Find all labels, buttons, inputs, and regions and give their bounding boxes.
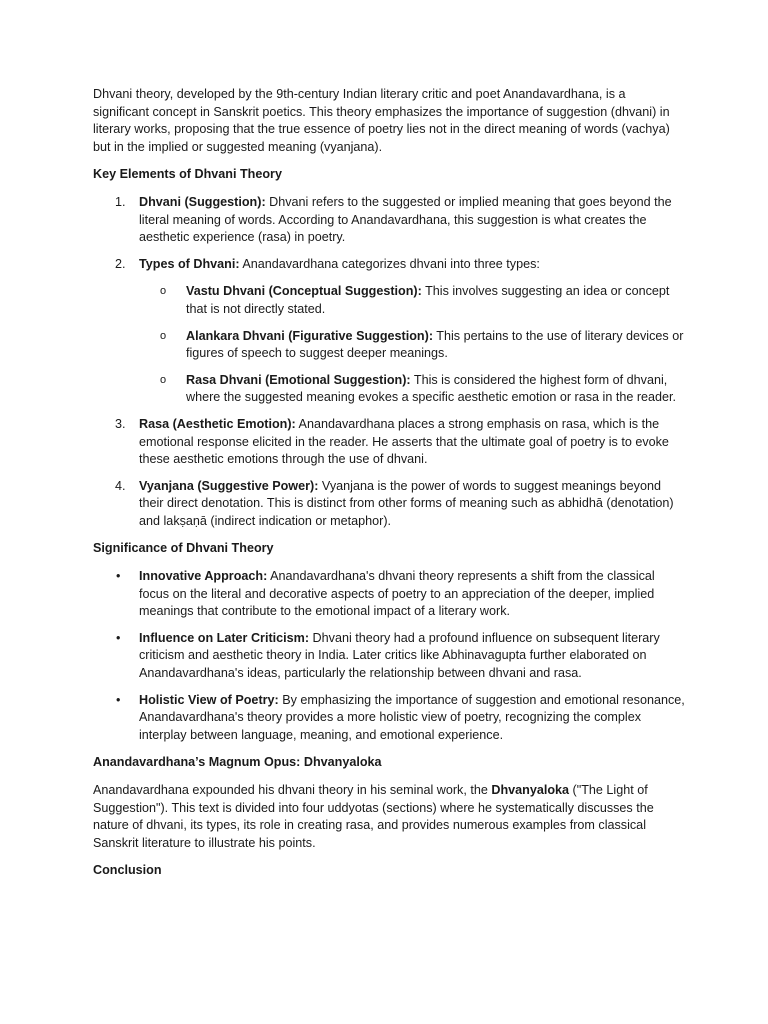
list-item (93, 692, 685, 745)
term: Dhvani (Suggestion): (139, 194, 266, 209)
paragraph-text: Anandavardhana expounded his dhvani theory in his seminal work, the (93, 783, 492, 797)
significance-list (93, 568, 685, 744)
term: Vastu Dhvani (Conceptual Suggestion): (186, 284, 422, 299)
list-item (93, 194, 685, 247)
bullet-icon: • (116, 630, 121, 645)
item-text: Dhvani refers to the suggested or implied meaning that goes beyond the literal meaning of words. According to Anandavardhana, this suggestion is what creates the aesthetic experience (rasa) in poetry. (139, 194, 672, 245)
bullet-icon: • (116, 692, 121, 707)
list-number: 3. (115, 416, 126, 431)
item-text: Anandavardhana's dhvani theory represents a shift from the classical focus on the literal and decorative aspects of poetry to an appreciation of the deeper, implied meanings that contribute to the emotional impact of a literary work. (139, 569, 655, 619)
paragraph-text: ("The Light of Suggestion"). This text is divided into four uddyotas (sections) where he systematically discusses the nature of dhvani, its types, its role in creating rasa, and provides numerous examples from classical Sanskrit literature to illustrate his points. (93, 783, 654, 850)
list-item (93, 256, 685, 407)
conclusion-heading: Conclusion (93, 863, 162, 878)
list-item (139, 283, 685, 318)
item-text: Anandavardhana places a strong emphasis on rasa, which is the emotional response elicited in the reader. He asserts that the ultimate goal of poetry is to evoke these aesthetic emotions through the use of dhvani. (139, 416, 669, 467)
item-text: This involves suggesting an idea or concept that is not directly stated. (186, 284, 670, 316)
item-text: Anandavardhana categorizes dhvani into three types: (239, 256, 540, 271)
list-item (93, 568, 685, 621)
term: Vyanjana (Suggestive Power): (139, 478, 319, 493)
key-elements-list (93, 194, 685, 531)
list-item (139, 328, 685, 363)
dhvani-types-list (139, 283, 685, 407)
magnum-opus-heading: Anandavardhana’s Magnum Opus: Dhvanyaloka (93, 755, 382, 770)
term: Holistic View of Poetry: (139, 692, 279, 707)
circle-bullet-icon: o (160, 329, 167, 342)
list-item (93, 478, 685, 531)
item-text: Vyanjana is the power of words to suggest meanings beyond their direct denotation. This is distinct from other forms of meaning such as abhidhā (denotation) and lakṣaṇā (indirect indication or metaphor). (139, 478, 674, 528)
magnum-opus-paragraph (93, 782, 685, 852)
term: Types of Dhvani: (139, 256, 240, 271)
term: Influence on Later Criticism: (139, 630, 310, 645)
list-number: 1. (115, 194, 126, 209)
significance-heading: Significance of Dhvani Theory (93, 541, 274, 556)
term: Alankara Dhvani (Figurative Suggestion): (186, 328, 434, 343)
list-item (93, 416, 685, 469)
list-number: 2. (115, 256, 126, 271)
list-number: 4. (115, 478, 126, 493)
list-item (139, 372, 685, 407)
term: Innovative Approach: (139, 569, 268, 584)
key-elements-heading: Key Elements of Dhvani Theory (93, 167, 282, 182)
bullet-icon: • (116, 569, 121, 584)
item-text: This is considered the highest form of dhvani, where the suggested meaning evokes a specific aesthetic emotion or rasa in the reader. (186, 372, 677, 405)
item-text: By emphasizing the importance of suggestion and emotional resonance, Anandavardhana's theory provides a more holistic view of poetry, recognizing the complex interplay between language, meaning, and emotional experience. (139, 692, 685, 742)
item-text: This pertains to the use of literary devices or figures of speech to suggest deeper meanings. (186, 328, 684, 361)
list-item (93, 630, 685, 683)
term: Rasa (Aesthetic Emotion): (139, 416, 296, 431)
intro-paragraph: Dhvani theory, developed by the 9th-century Indian literary critic and poet Anandavardhana, is a significant concept in Sanskrit poetics. This theory emphasizes the importance of suggestion (dhvani) in literary works, proposing that the true essence of poetry lies not in the direct meaning of words (vachya) but in the implied or suggested meaning (vyanjana). (93, 87, 670, 154)
circle-bullet-icon: o (160, 285, 167, 298)
circle-bullet-icon: o (160, 373, 167, 386)
document-page (93, 86, 685, 890)
item-text: Dhvani theory had a profound influence on subsequent literary criticism and aesthetic theory in India. Later critics like Abhinavagupta further elaborated on Anandavardhana's ideas, particularly the relationship between dhvani and rasa. (139, 630, 660, 681)
term: Rasa Dhvani (Emotional Suggestion): (186, 372, 411, 387)
work-title: Dhvanyaloka (491, 783, 570, 797)
